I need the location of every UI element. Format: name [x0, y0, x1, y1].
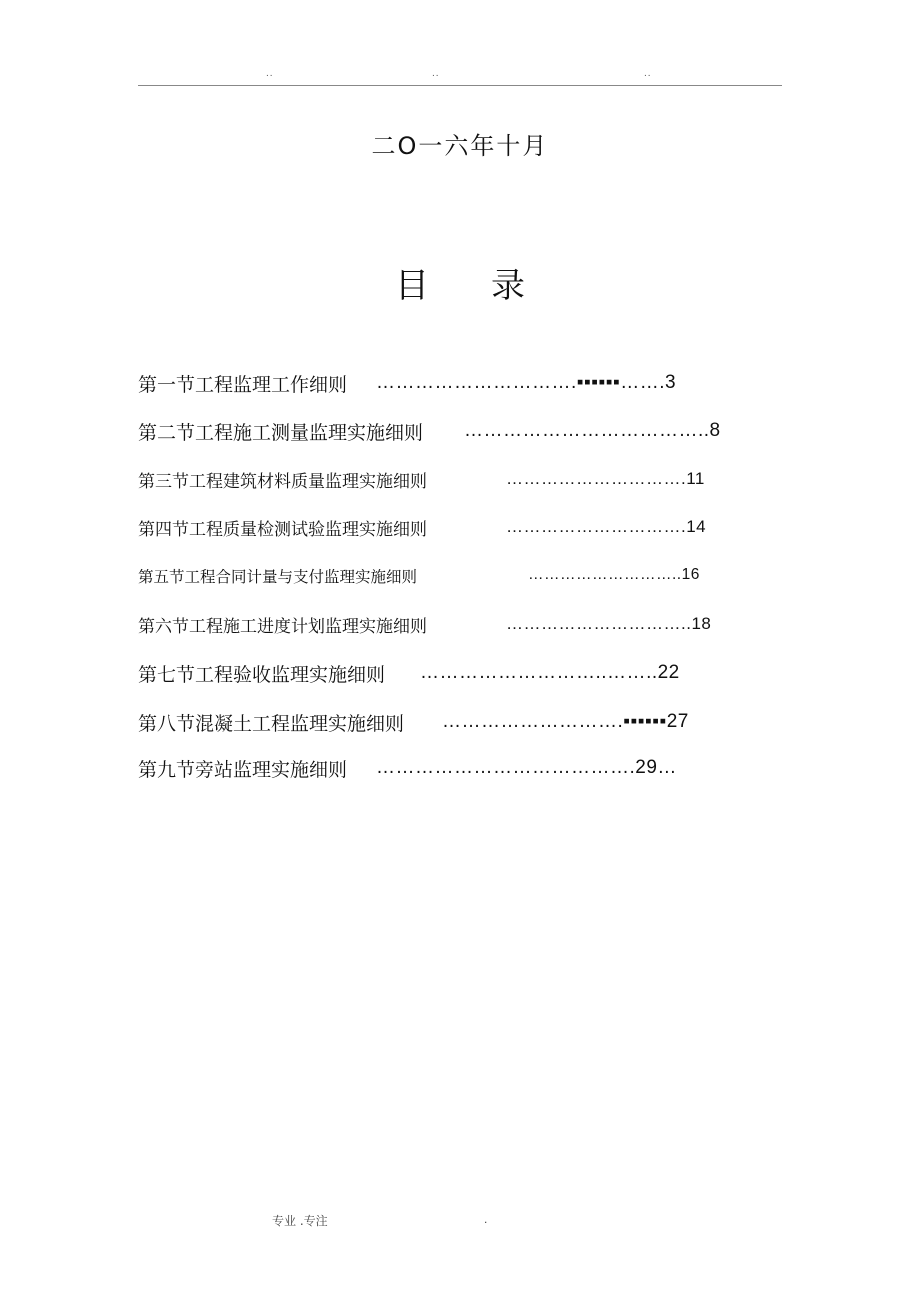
toc-entry-label: 第六节工程施工进度计划监理实施细则	[138, 617, 427, 637]
toc-entry-leader: ………………………….11	[506, 469, 705, 488]
toc-entry-leader: ……………………….▪▪▪▪▪▪27	[442, 711, 689, 732]
toc-entry-label: 第七节工程验收监理实施细则	[138, 664, 386, 686]
toc-entry-page: ..16	[672, 566, 700, 583]
toc-title-right: 录	[491, 266, 525, 306]
header-mark-center: ..	[432, 68, 440, 79]
footer-text: 专业 .专注	[272, 1214, 328, 1228]
toc-entry-page: ..8	[698, 420, 721, 441]
toc-entry-leader: ………………………..16	[528, 566, 700, 583]
toc-entry-leader: ………………………..……..22	[420, 662, 680, 683]
toc-entry-page: ..18	[681, 614, 712, 633]
header-rule	[138, 85, 782, 86]
toc-entry-label: 第二节工程施工测量监理实施细则	[138, 422, 424, 444]
toc-entry-label: 第八节混凝土工程监理实施细则	[138, 713, 405, 735]
toc-entry-8[interactable]	[138, 709, 689, 736]
toc-entry-9[interactable]	[138, 755, 677, 782]
toc-entry-leader: ………………………….14	[506, 517, 707, 536]
toc-entry-label: 第五节工程合同计量与支付监理实施细则	[138, 568, 418, 586]
toc-entry-page: 29…	[635, 757, 677, 778]
toc-entry-label: 第四节工程质量检测试验监理实施细则	[138, 520, 427, 540]
toc-entry-page: .11	[681, 469, 705, 488]
toc-entry-page: .14	[681, 517, 707, 536]
toc-entry-page: ..22	[646, 662, 680, 683]
toc-entry-leader: ………………………………..8	[464, 420, 721, 441]
footer-dot: .	[484, 1212, 488, 1226]
toc-title-left: 目	[395, 266, 429, 306]
toc-title	[0, 258, 920, 307]
header-mark-right: ..	[644, 68, 652, 79]
toc-entry-4[interactable]	[138, 515, 707, 540]
toc-entry-7[interactable]	[138, 660, 680, 687]
toc-entry-page: .3	[659, 372, 677, 393]
toc-entry-leader: ………………………………….29…	[376, 757, 677, 778]
toc-entry-label: 第九节旁站监理实施细则	[138, 759, 348, 781]
toc-entry-leader: ………………………….▪▪▪▪▪▪…….3	[376, 372, 677, 393]
toc-entry-label: 第三节工程建筑材料质量监理实施细则	[138, 472, 427, 492]
toc-entry-label: 第一节工程监理工作细则	[138, 374, 348, 396]
header-mark-left: ..	[266, 68, 274, 79]
toc-entry-1[interactable]	[138, 370, 677, 397]
toc-entry-3[interactable]	[138, 467, 705, 492]
toc-entry-page: 27	[666, 711, 689, 732]
toc-entry-5[interactable]	[138, 565, 700, 587]
toc-entry-6[interactable]	[138, 612, 712, 637]
date-line: 二O一六年十月	[371, 132, 549, 160]
toc-entry-2[interactable]	[138, 418, 721, 445]
toc-entry-leader: …………………………..18	[506, 614, 712, 633]
